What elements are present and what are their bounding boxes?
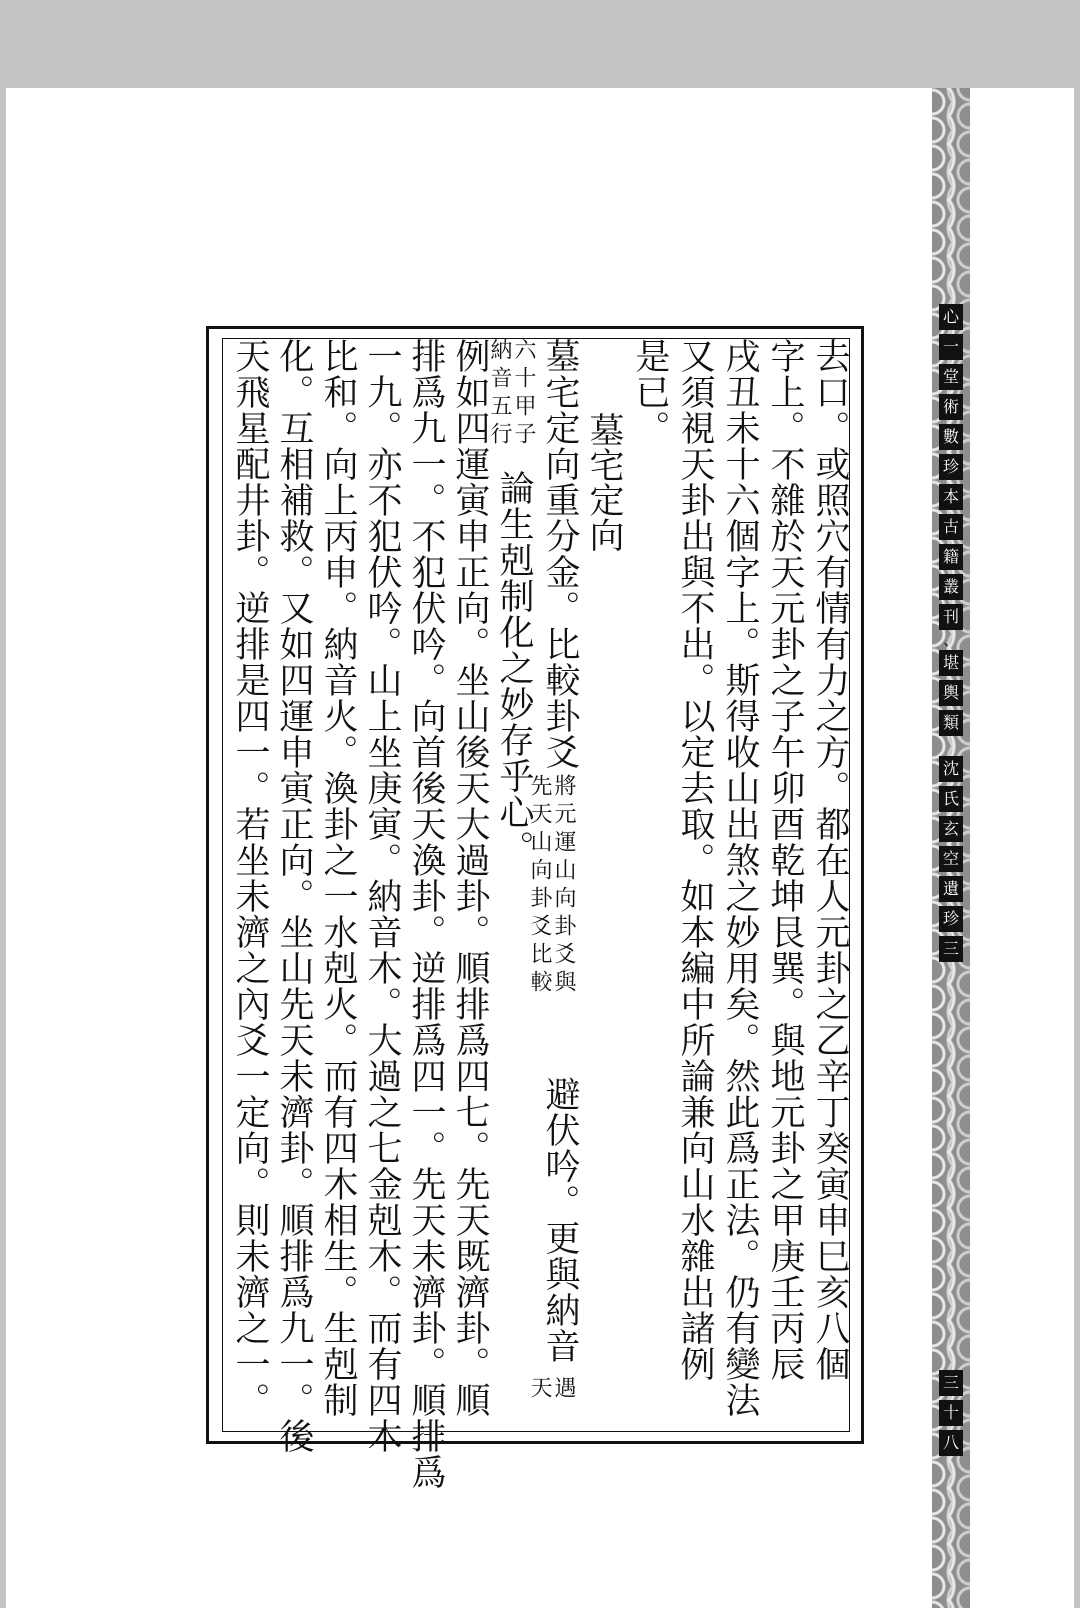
text-column-13: 化。互相補救。又如四運申寅正向。坐山先天未濟卦。順排爲九一。後 [274,338,314,1454]
spine-char: 堂 [939,364,963,390]
spine-char: 數 [939,424,963,450]
text-column-7a: 墓宅定向重分金。比較卦爻 [540,338,580,770]
spine-char: 珍 [939,454,963,480]
spine-separator: 、 [942,630,959,649]
spine-char: 輿 [939,680,963,706]
spine-series-title [939,304,963,966]
spine-char: 刊 [939,604,963,630]
annotation-col7-end-right: 遇 [551,1376,576,1404]
spine-char: 古 [939,514,963,540]
spine-char: 空 [939,846,963,872]
text-column-11: 一九。亦不犯伏吟。山上坐庚寅。納音木。大過之七金剋木。而有四木 [362,338,402,1454]
text-column-3: 戌丑未十六個字上。斯得收山出煞之妙用矣。然此爲正法。仍有變法 [720,338,760,1418]
spine-char: 堪 [939,650,963,676]
spine-char: 珍 [939,906,963,932]
annotation-col7-left: 先天山向卦爻比較 [527,774,552,998]
annotation-col7-right: 將元運山向卦爻與 [551,774,576,998]
spine-char: 沈 [939,756,963,782]
text-column-8: 論生剋制化之妙存乎心。 [494,470,534,866]
page-number-char: 三 [939,1370,963,1396]
spine-char: 一 [939,334,963,360]
spine-char: 氏 [939,786,963,812]
section-heading: 墓宅定向 [584,412,624,552]
text-column-7b: 避伏吟。更與納音 [540,1076,580,1364]
annotation-col8-right: 六十甲子 [511,338,536,450]
spine-char: 術 [939,394,963,420]
spine-char: 遺 [939,876,963,902]
text-column-14: 天飛星配井卦。逆排是四一。若坐未濟之內爻一定向。則未濟之一。 [230,338,270,1418]
text-column-4: 又須視天卦出與不出。以定去取。如本編中所論兼向山水雜出諸例 [675,338,715,1382]
page-number-char: 十 [939,1400,963,1426]
spine-page-number [939,1370,963,1460]
spine-char: 三 [939,936,963,962]
spine-char: 叢 [939,574,963,600]
text-column-10: 排爲九一。不犯伏吟。向首後天渙卦。逆排爲四一。先天未濟卦。順排爲 [406,338,446,1490]
page-number-char: 八 [939,1430,963,1456]
text-column-1: 去口。或照穴有情有力之方。都在人元卦之乙辛丁癸寅申巳亥八個 [810,338,850,1382]
text-column-2: 字上。不雜於天元卦之子午卯酉乾坤艮巽。與地元卦之甲庚壬丙辰 [765,338,805,1382]
annotation-col7-end-left: 天 [527,1376,552,1404]
text-column-9: 例如四運寅申正向。坐山後天大過卦。順排爲四七。先天既濟卦。順 [450,338,490,1418]
text-column-5: 是已。 [630,338,670,446]
spine-char: 籍 [939,544,963,570]
annotation-col8-left: 納音五行 [487,338,512,450]
text-column-12: 比和。向上丙申。納音火。渙卦之一水剋火。而有四木相生。生剋制 [318,338,358,1418]
spine-char: 玄 [939,816,963,842]
spine-char: 本 [939,484,963,510]
spine-separator-blank [939,740,963,752]
spine-char: 類 [939,710,963,736]
spine-char: 心 [939,304,963,330]
